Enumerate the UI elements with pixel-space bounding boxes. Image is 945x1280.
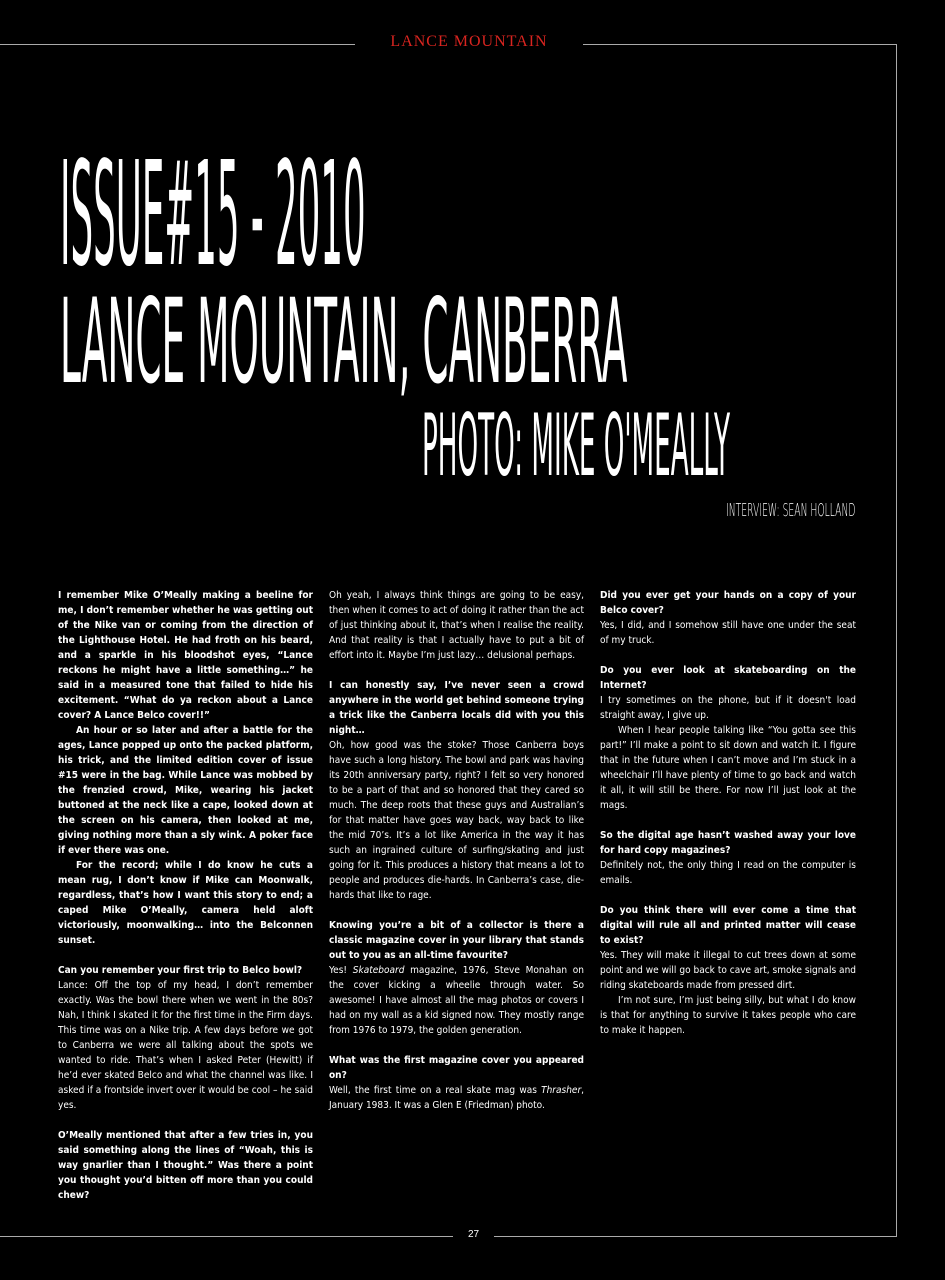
intro-paragraph: An hour or so later and after a battle for the ages, Lance popped up onto the packed platform, his trick, and the limited edition cover of issue #15 were in the bag. While Lance was mobbed by the frenzied crowd, Mike, wearing his jacket buttoned at the neck like a cape, looked down at the screen on his camera, then looked at me, giving nothing more than a sly wink. A poker face if ever there was one. [58, 725, 313, 856]
frame-bottom-right-rule [494, 1236, 897, 1237]
interview-question: Can you remember your first trip to Belco bowl? [58, 965, 303, 976]
frame-top-left-rule [0, 44, 355, 45]
interview-question: I can honestly say, I’ve never seen a crowd anywhere in the world get behind someone trying a trick like the Canberra locals did with you this night… [329, 680, 584, 736]
interview-answer: Oh, how good was the stoke? Those Canberra boys have such a long history. The bowl and park was having its 20th anniversary party, right? I felt so very honored to be a part of that and so honored that they cared so much. The deep roots that these guys and Australian’s for that matter have goes way back, way back to like the mid 70’s. It’s a lot like America in the way it has such an ingrained culture of surfing/skating and just going for it. This produces a history that means a lot to people and produces die-hards. In Canberra’s case, die-hards that like to rage. [329, 740, 584, 901]
interview-question: Knowing you’re a bit of a collector is there a classic magazine cover in your library that stands out to you as an all-time favourite? [329, 920, 584, 961]
article-column-1 [58, 588, 313, 1203]
interview-question: Do you think there will ever come a time that digital will rule all and printed matter will cease to exist? [600, 905, 856, 946]
interview-question: Do you ever look at skateboarding on the Internet? [600, 665, 856, 691]
answer-text: , January 1983. It was a Glen E (Friedman) photo. [329, 1085, 584, 1111]
magazine-title: Skateboard [352, 965, 405, 976]
frame-top-right-rule [583, 44, 897, 45]
answer-text: Well, the first time on a real skate mag was [329, 1085, 542, 1096]
page-number: 27 [467, 1229, 480, 1240]
interview-question: O’Meally mentioned that after a few tries in, you said something along the lines of “Woah, this is way gnarlier than I thought.” Was there a point you thought you’d bitten off more than you could chew? [58, 1130, 313, 1201]
interview-answer [329, 963, 584, 1038]
interview-answer: Yes. They will make it illegal to cut trees down at some point and we will go back to cave art, smoke signals and riding skateboards made from pressed dirt. [600, 950, 856, 991]
article-column-3 [600, 588, 856, 1038]
article-column-2 [329, 588, 584, 1113]
frame-right-rule [896, 44, 897, 1236]
interview-answer: I’m not sure, I’m just being silly, but what I do know is that for anything to survive it takes people who care to make it happen. [600, 995, 856, 1036]
interview-answer: Yes, I did, and I somehow still have one under the seat of my truck. [600, 620, 856, 646]
running-head: LANCE MOUNTAIN [390, 33, 548, 50]
magazine-title: Thrasher [541, 1085, 582, 1096]
interview-answer: Oh yeah, I always think things are going to be easy, then when it comes to act of doing it rather than the act of just thinking about it, that’s when I realise the reality. And that reality is that I actually have to put a bit of effort into it. Maybe I’m just lazy… delusional perhaps. [329, 590, 584, 661]
interview-answer: Definitely not, the only thing I read on the computer is emails. [600, 860, 856, 886]
interview-answer: I try sometimes on the phone, but if it doesn't load straight away, I give up. [600, 695, 856, 721]
interview-byline: INTERVIEW: SEAN HOLLAND [726, 500, 856, 522]
intro-paragraph: For the record; while I do know he cuts a mean rug, I don’t know if Mike can Moonwalk, regardless, that’s how I want this story to end; a caped Mike O’Meally, camera held aloft victoriously, moonwalking… into the Belconnen sunset. [58, 860, 313, 946]
interview-answer: When I hear people talking like “You gotta see this part!” I’ll make a point to sit down and watch it. I figure that in the future when I can’t move and I’m stuck in a wheelchair I’ll have plenty of time to go back and watch it all, it will still be there. For now I’ll just look at the mags. [600, 725, 856, 811]
frame-bottom-left-rule [0, 1236, 453, 1237]
headline-issue: ISSUE#15 - 2010 [60, 130, 366, 298]
headline-photo-credit: PHOTO: MIKE O'MEALLY [422, 397, 730, 497]
interview-question: Did you ever get your hands on a copy of your Belco cover? [600, 590, 856, 616]
interview-answer [329, 1083, 584, 1113]
interview-question: So the digital age hasn’t washed away your love for hard copy magazines? [600, 830, 856, 856]
intro-paragraph: I remember Mike O’Meally making a beeline for me, I don’t remember whether he was getting out of the Nike van or coming from the direction of the Lighthouse Hotel. He had froth on his beard, and a sparkle in his bloodshot eyes, “Lance reckons he might have a little something…” he said in a measured tone that failed to hide his excitement. “What do ya reckon about a Lance cover? A Lance Belco cover!!” [58, 590, 313, 721]
answer-text: Yes! [329, 965, 353, 976]
answer-text: magazine, 1976, Steve Monahan on the cover kicking a wheelie through water. So awesome! I have almost all the mag photos or covers I had on my wall as a kid signed now. They mostly range from 1976 to 1979, the golden generation. [329, 965, 585, 1036]
headline-title: LANCE MOUNTAIN, CANBERRA [60, 273, 628, 410]
interview-answer: Lance: Off the top of my head, I don’t remember exactly. Was the bowl there when we went in the 80s? Nah, I think I skated it for the first time in the Firm days. This time was on a Nike trip. A few days before we got to Canberra we were all talking about the spots we wanted to ride. That’s when I asked Peter (Hewitt) if he’d ever skated Belco and what the channel was like. I asked if a frontside invert over it would be cool – he said yes. [58, 980, 313, 1111]
interview-question: What was the first magazine cover you appeared on? [329, 1055, 584, 1081]
